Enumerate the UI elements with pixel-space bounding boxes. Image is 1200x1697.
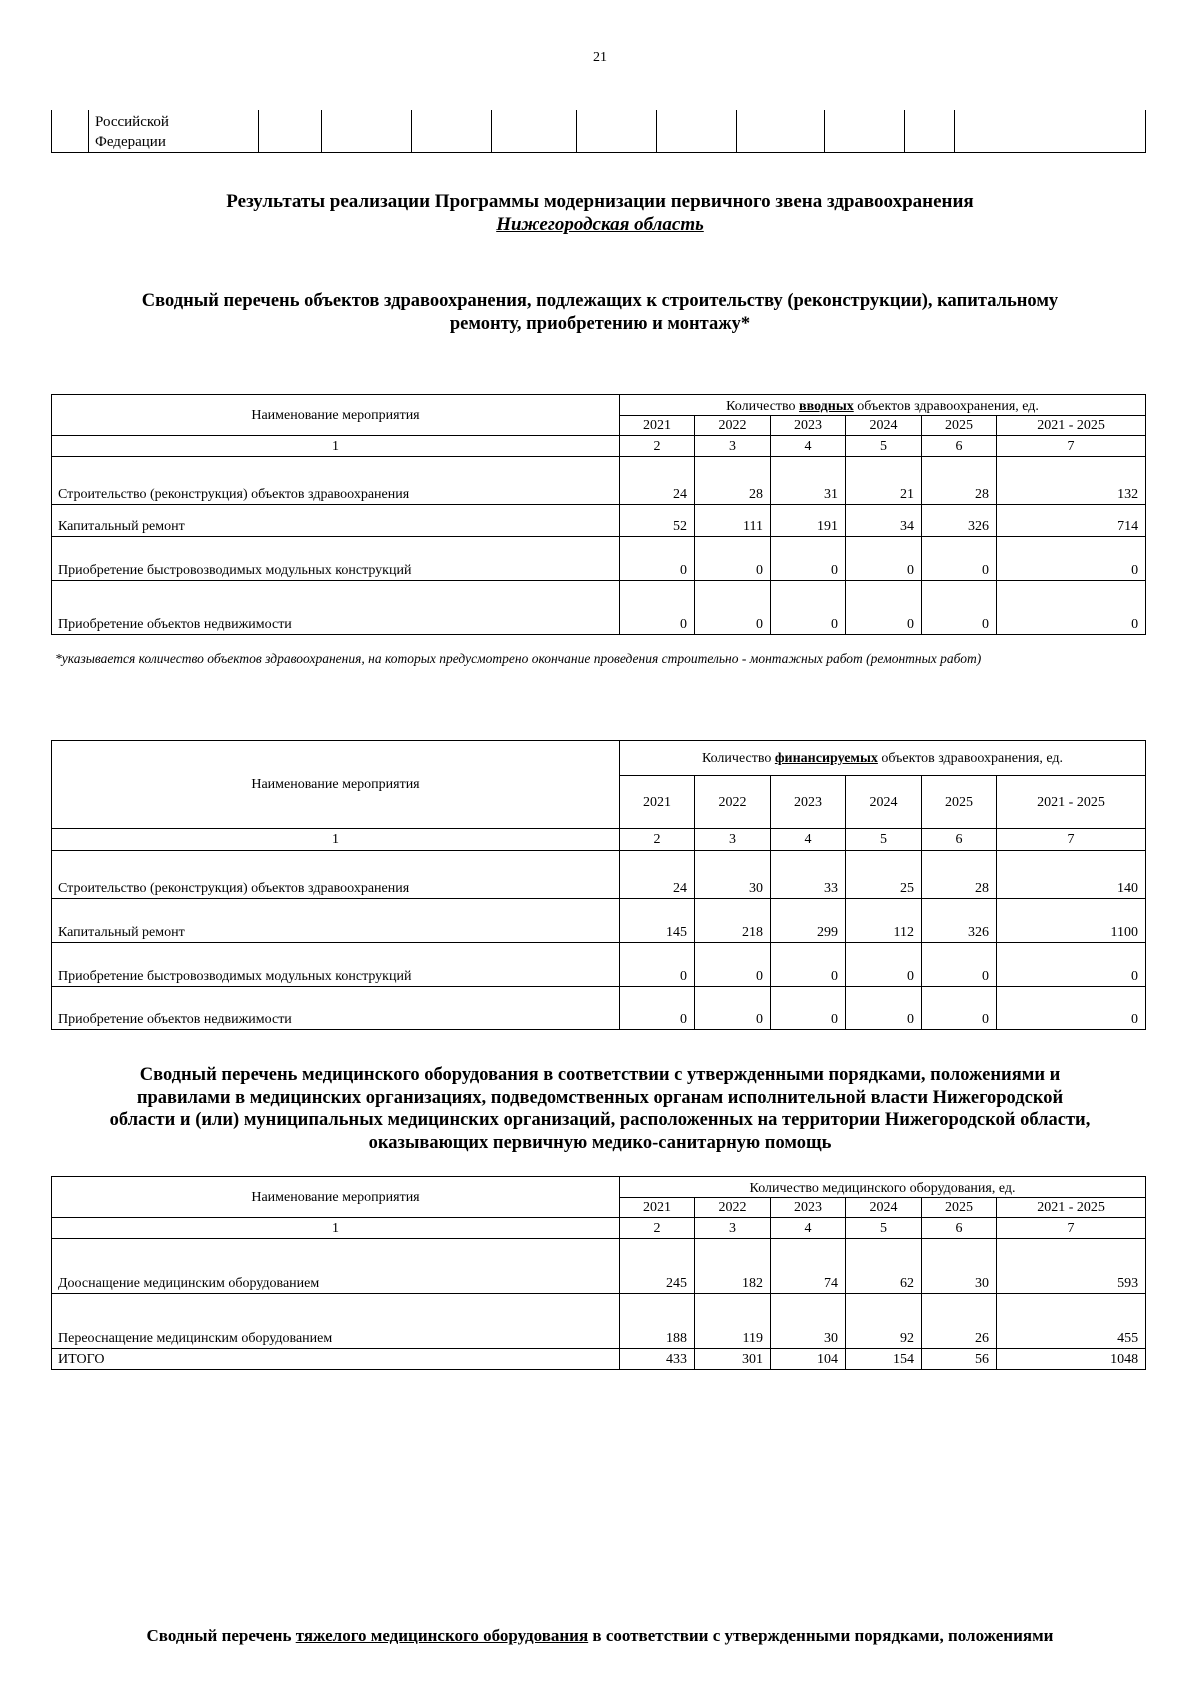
table-row: [52, 581, 1146, 635]
table-cell: 326: [922, 505, 997, 537]
column-header-year: 2025: [922, 776, 997, 829]
column-header-year: 2021 - 2025: [997, 776, 1146, 829]
table-cell: 0: [620, 537, 695, 581]
section2-title-line: оказывающих первичную медико-санитарную помощь: [368, 1132, 832, 1153]
table-cell: 0: [922, 987, 997, 1030]
section1-title-line: ремонту, приобретению и монтажу*: [449, 314, 751, 334]
table-cell: [492, 110, 577, 153]
table-header-row: [52, 395, 1146, 416]
column-group-header: [620, 395, 1146, 416]
column-header-year: 2025: [922, 416, 997, 436]
column-index: 6: [922, 1218, 997, 1239]
table-cell: 301: [695, 1349, 771, 1370]
section3-title-suffix: в соответствии с утвержденными порядками, положениями: [588, 1626, 1054, 1645]
column-header-year: 2025: [922, 1198, 997, 1218]
column-group-header: Количество медицинского оборудования, ед.: [620, 1177, 1146, 1198]
column-index: 5: [846, 1218, 922, 1239]
table-row: [52, 537, 1146, 581]
table-cell: 0: [695, 537, 771, 581]
column-header-year: 2021: [620, 776, 695, 829]
row-label-line: Российской: [95, 114, 169, 130]
column-index: 1: [52, 829, 620, 851]
group-header-emphasis: вводных: [799, 399, 854, 414]
column-header-year: 2022: [695, 416, 771, 436]
column-header-year: 2023: [771, 416, 846, 436]
column-index: 1: [52, 1218, 620, 1239]
table-cell: 34: [846, 505, 922, 537]
column-index: 6: [922, 829, 997, 851]
table-cell: 0: [997, 581, 1146, 635]
section3-title: [55, 1624, 1145, 1647]
column-header-year: 2023: [771, 776, 846, 829]
column-index: 2: [620, 829, 695, 851]
table-header-row: [52, 741, 1146, 776]
table-cell: 56: [922, 1349, 997, 1370]
section3-title-prefix: Сводный перечень: [146, 1626, 296, 1645]
table-cell: 191: [771, 505, 846, 537]
table-cell: 593: [997, 1239, 1146, 1294]
column-index: 1: [52, 436, 620, 457]
column-header-year: 2021 - 2025: [997, 416, 1146, 436]
table-cell: 24: [620, 851, 695, 899]
column-header-year: 2024: [846, 1198, 922, 1218]
table-cell: [657, 110, 737, 153]
column-index: 3: [695, 1218, 771, 1239]
table-cell: [412, 110, 492, 153]
group-header-suffix: объектов здравоохранения, ед.: [877, 750, 1064, 766]
column-index: 7: [997, 829, 1146, 851]
table-cell: [737, 110, 825, 153]
section2-title: [30, 1064, 1170, 1154]
table-cell: 1048: [997, 1349, 1146, 1370]
row-label: Приобретение объектов недвижимости: [52, 987, 620, 1030]
main-title: [60, 190, 1140, 236]
table-cell: 0: [620, 581, 695, 635]
table-row: [52, 851, 1146, 899]
table-cell: [577, 110, 657, 153]
column-header-year: 2023: [771, 1198, 846, 1218]
table-cell: 28: [695, 457, 771, 505]
column-index: 4: [771, 829, 846, 851]
column-header-year: 2021 - 2025: [997, 1198, 1146, 1218]
column-index: 5: [846, 829, 922, 851]
table-cell: 714: [997, 505, 1146, 537]
main-title-line: Результаты реализации Программы модернизации первичного звена здравоохранения: [226, 191, 974, 212]
row-label: ИТОГО: [52, 1349, 620, 1370]
table-cell: 111: [695, 505, 771, 537]
table-row: [52, 1294, 1146, 1349]
table-cell: 119: [695, 1294, 771, 1349]
table-cell: 0: [620, 943, 695, 987]
column-index: 2: [620, 436, 695, 457]
table-index-row: [52, 1218, 1146, 1239]
table-cell: 0: [695, 987, 771, 1030]
section2-title-line: правилами в медицинских организациях, подведомственных органам исполнительной власти Нижегородской: [136, 1087, 1064, 1108]
table-cell: 188: [620, 1294, 695, 1349]
row-label: Строительство (реконструкция) объектов здравоохранения: [52, 851, 620, 899]
group-header-suffix: объектов здравоохранения, ед.: [853, 399, 1039, 414]
table-cell: 24: [620, 457, 695, 505]
table-cell: 182: [695, 1239, 771, 1294]
column-header-name: Наименование мероприятия: [52, 395, 620, 436]
row-label: Капитальный ремонт: [52, 899, 620, 943]
table-medical-equipment: [51, 1176, 1146, 1370]
table-row-total: [52, 1349, 1146, 1370]
table-index-row: [52, 829, 1146, 851]
table-cell: 26: [922, 1294, 997, 1349]
table-cell: 30: [695, 851, 771, 899]
table-cell: 0: [846, 581, 922, 635]
row-label: Приобретение быстровозводимых модульных конструкций: [52, 537, 620, 581]
table-row: [52, 457, 1146, 505]
table-cell: 28: [922, 851, 997, 899]
footnote: *указывается количество объектов здравоохранения, на которых предусмотрено окончание проведения строительно - монтажных работ (ремонтных работ): [55, 651, 982, 666]
column-header-year: 2024: [846, 776, 922, 829]
table-cell: [259, 110, 322, 153]
table-cell: 0: [771, 537, 846, 581]
table-row: [52, 110, 1146, 153]
page-number: 21: [593, 50, 607, 65]
table-row: [52, 505, 1146, 537]
table-cell: 0: [997, 537, 1146, 581]
table-cell: 0: [922, 581, 997, 635]
table-cell: 30: [922, 1239, 997, 1294]
table-cell: 52: [620, 505, 695, 537]
table-row: [52, 987, 1146, 1030]
column-index: 7: [997, 436, 1146, 457]
table-row: [52, 899, 1146, 943]
column-index: 3: [695, 829, 771, 851]
table-cell: 0: [997, 943, 1146, 987]
column-index: 3: [695, 436, 771, 457]
table-cell: [955, 110, 1146, 153]
previous-table-continuation: [51, 110, 1146, 153]
table-row: [52, 943, 1146, 987]
table-cell: 0: [846, 987, 922, 1030]
section1-title: [60, 290, 1140, 336]
table-cell: 33: [771, 851, 846, 899]
table-cell: 140: [997, 851, 1146, 899]
column-index: 2: [620, 1218, 695, 1239]
table-cell: 154: [846, 1349, 922, 1370]
table-cell: 112: [846, 899, 922, 943]
table-cell: 299: [771, 899, 846, 943]
column-header-year: 2022: [695, 776, 771, 829]
table-cell: 25: [846, 851, 922, 899]
table-cell: [825, 110, 905, 153]
column-index: 6: [922, 436, 997, 457]
table-cell: 62: [846, 1239, 922, 1294]
table-funded-objects: [51, 740, 1146, 1030]
table-cell: 21: [846, 457, 922, 505]
table-index-row: [52, 436, 1146, 457]
table-cell: 326: [922, 899, 997, 943]
table-cell: 0: [846, 943, 922, 987]
table-cell: 1100: [997, 899, 1146, 943]
section2-title-line: Сводный перечень медицинского оборудования в соответствии с утвержденными порядками, положениями и: [139, 1065, 1061, 1085]
table-header-row: [52, 1177, 1146, 1198]
row-label: Капитальный ремонт: [52, 505, 620, 537]
table-cell: 0: [771, 987, 846, 1030]
row-label: Дооснащение медицинским оборудованием: [52, 1239, 620, 1294]
row-label: Приобретение объектов недвижимости: [52, 581, 620, 635]
table-cell: 145: [620, 899, 695, 943]
row-label: Переоснащение медицинским оборудованием: [52, 1294, 620, 1349]
row-label: Приобретение быстровозводимых модульных конструкций: [52, 943, 620, 987]
table-cell: 218: [695, 899, 771, 943]
table-cell: 0: [620, 987, 695, 1030]
table-cell: 0: [695, 581, 771, 635]
column-index: 7: [997, 1218, 1146, 1239]
table-cell: 92: [846, 1294, 922, 1349]
table-cell: 0: [771, 943, 846, 987]
table-cell: [89, 110, 259, 153]
table-cell: 245: [620, 1239, 695, 1294]
table-cell: 0: [922, 537, 997, 581]
table-row: [52, 1239, 1146, 1294]
table-cell: 0: [997, 987, 1146, 1030]
table-cell: 104: [771, 1349, 846, 1370]
row-label: Строительство (реконструкция) объектов здравоохранения: [52, 457, 620, 505]
table-cell: [52, 110, 89, 153]
column-index: 4: [771, 1218, 846, 1239]
column-header-year: 2021: [620, 416, 695, 436]
column-header-year: 2024: [846, 416, 922, 436]
table-cell: 0: [771, 581, 846, 635]
row-label-line: Федерации: [95, 134, 166, 150]
table-cell: 31: [771, 457, 846, 505]
table-cell: [905, 110, 955, 153]
table-cell: 0: [922, 943, 997, 987]
column-group-header: [620, 741, 1146, 776]
column-index: 4: [771, 436, 846, 457]
region-name: Нижегородская область: [496, 214, 704, 235]
table-cell: [322, 110, 412, 153]
table-cell: 30: [771, 1294, 846, 1349]
group-header-prefix: Количество: [701, 750, 775, 766]
table-cell: 74: [771, 1239, 846, 1294]
section3-title-emphasis: тяжелого медицинского оборудования: [295, 1626, 589, 1645]
column-index: 5: [846, 436, 922, 457]
table-cell: 455: [997, 1294, 1146, 1349]
section1-title-line: Сводный перечень объектов здравоохранения, подлежащих к строительству (реконструкции), капитальному: [141, 291, 1059, 311]
table-cell: 28: [922, 457, 997, 505]
column-header-name: Наименование мероприятия: [52, 741, 620, 829]
section2-title-line: области и (или) муниципальных медицинских организаций, расположенных на территории Нижегородской области,: [109, 1110, 1091, 1130]
column-header-name: Наименование мероприятия: [52, 1177, 620, 1218]
table-cell: 433: [620, 1349, 695, 1370]
column-header-year: 2022: [695, 1198, 771, 1218]
group-header-prefix: Количество: [726, 399, 800, 414]
table-cell: 0: [695, 943, 771, 987]
table-cell: 132: [997, 457, 1146, 505]
table-cell: 0: [846, 537, 922, 581]
column-header-year: 2021: [620, 1198, 695, 1218]
table-commissioned-objects: [51, 394, 1146, 635]
group-header-emphasis: финансируемых: [774, 750, 878, 766]
